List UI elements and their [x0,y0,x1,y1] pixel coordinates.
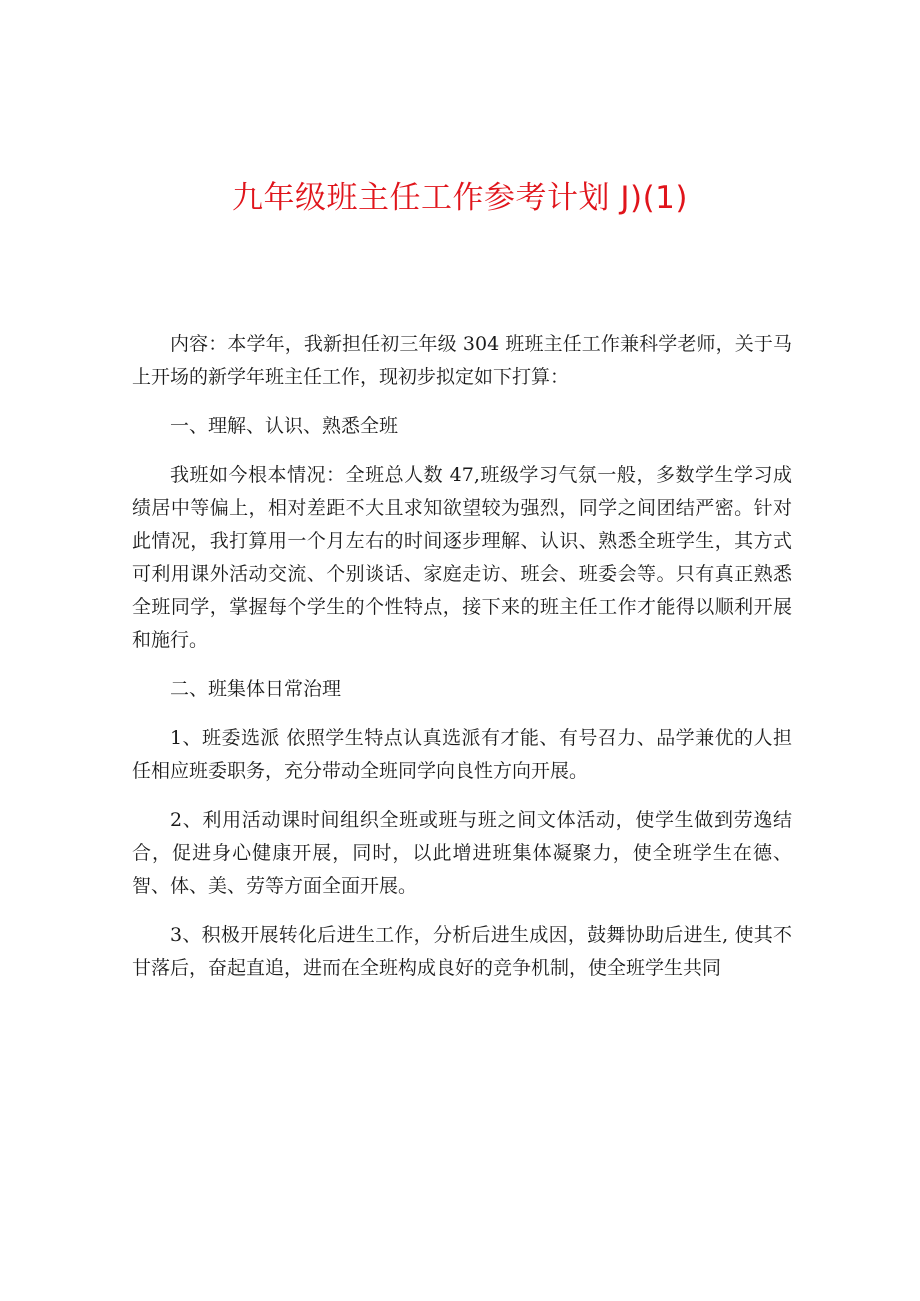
paragraph-intro: 内容：本学年，我新担任初三年级 304 班班主任工作兼科学老师，关于马上开场的新学年班主任工作，现初步拟定如下打算： [132,333,792,388]
document-title: 九年级班主任工作参考计划 J)(1) [231,180,688,216]
list-item-2: 2、利用活动课时间组织全班或班与班之间文体活动，使学生做到劳逸结合，促进身心健康开展，同时，以此增进班集体凝聚力，使全班学生在德、智、体、美、劳等方面全面开展。 [132,809,792,897]
section-heading-1: 一、理解、认识、熟悉全班 [170,415,399,437]
document-body [132,328,792,985]
paragraph-class-situation: 我班如今根本情况：全班总人数 47,班级学习气氛一般，多数学生学习成绩居中等偏上，相对差距不大且求知欲望较为强烈，同学之间团结严密。针对此情况，我打算用一个月左右的时间逐步理解、认识、熟悉全班学生，其方式可利用课外活动交流、个别谈话、家庭走访、班会、班委会等。只有真正熟悉全班同学，掌握每个学生的个性特点，接下来的班主任工作才能得以顺利开展和施行。 [132,464,792,651]
list-item-1: 1、班委选派 依照学生特点认真选派有才能、有号召力、品学兼优的人担任相应班委职务，充分带动全班同学向良性方向开展。 [132,727,792,782]
list-item-3: 3、积极开展转化后进生工作，分析后进生成因，鼓舞协助后进生, 使其不甘落后，奋起直追，进而在全班构成良好的竞争机制，使全班学生共同 [132,924,792,979]
section-heading-2: 二、班集体日常治理 [170,678,342,700]
